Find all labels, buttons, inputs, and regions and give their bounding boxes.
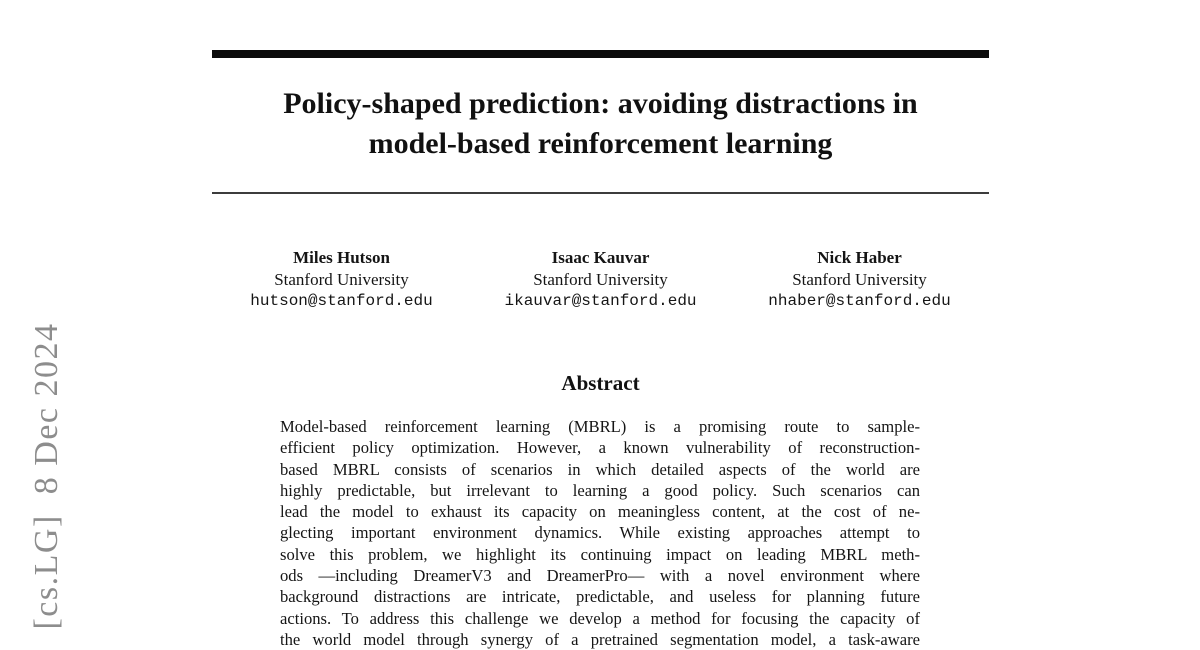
paper-title-line-2: model-based reinforcement learning [368, 127, 833, 160]
author-column-2 [471, 247, 730, 312]
title-rule-bottom [212, 192, 989, 194]
abstract-line: solve this problem, we highlight its continuing impact on leading MBRL meth- [280, 544, 920, 564]
abstract-line: ods —including DreamerV3 and DreamerPro— with a novel environment where [280, 566, 920, 586]
author-name: Isaac Kauvar [551, 248, 650, 267]
author-affiliation: Stanford University [792, 270, 927, 289]
paper-title-line-1: Policy-shaped prediction: avoiding distractions in [283, 87, 918, 120]
abstract-body [280, 416, 920, 650]
arxiv-stamp-text: [cs.LG] 8 Dec 2024 [28, 322, 65, 630]
abstract-line: the world model through synergy of a pretrained segmentation model, a task-aware [280, 629, 920, 649]
author-column-1 [212, 247, 471, 312]
author-name: Nick Haber [817, 248, 902, 267]
author-affiliation: Stanford University [274, 270, 409, 289]
author-affiliation: Stanford University [533, 270, 668, 289]
abstract-line: based MBRL consists of scenarios in which detailed aspects of the world are [280, 459, 920, 479]
author-column-3 [730, 247, 989, 312]
abstract-line: lead the model to exhaust its capacity on meaningless content, at the cost of ne- [280, 502, 920, 522]
abstract-line: glecting important environment dynamics. While existing approaches attempt to [280, 523, 920, 543]
author-email: hutson@stanford.edu [250, 292, 433, 310]
abstract-line: highly predictable, but irrelevant to learning a good policy. Such scenarios can [280, 480, 920, 500]
author-email: ikauvar@stanford.edu [504, 292, 697, 310]
abstract-line: actions. To address this challenge we develop a method for focusing the capacity of [280, 608, 920, 628]
author-name: Miles Hutson [293, 248, 390, 267]
abstract-heading: Abstract [561, 371, 640, 395]
paper-title [212, 84, 989, 164]
abstract-line: Model-based reinforcement learning (MBRL) is a promising route to sample- [280, 417, 920, 436]
author-email: nhaber@stanford.edu [768, 292, 951, 310]
title-rule-top [212, 50, 989, 58]
abstract-line: efficient policy optimization. However, a known vulnerability of reconstruction- [280, 438, 920, 458]
abstract-line: background distractions are intricate, predictable, and useless for planning future [280, 587, 920, 607]
author-block [212, 247, 989, 312]
